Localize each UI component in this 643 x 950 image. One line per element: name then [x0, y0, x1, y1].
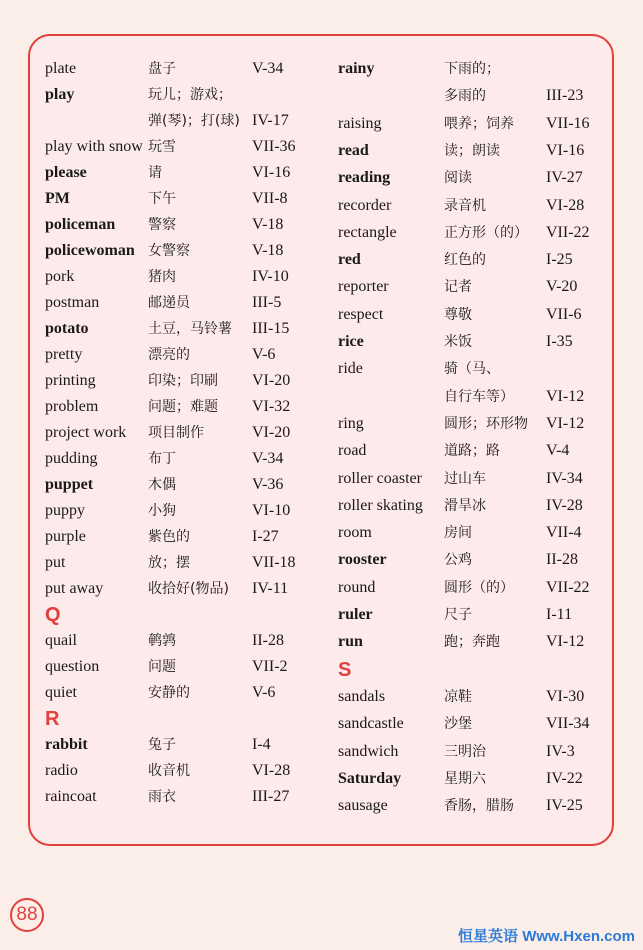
glossary-entry — [326, 547, 616, 573]
entry-word: sandwich — [338, 742, 399, 760]
entry-reference: II-28 — [252, 632, 284, 649]
section-letter: S — [338, 658, 352, 681]
entry-word: purple — [45, 528, 86, 545]
entry-translation: 读；朗读 — [444, 142, 500, 159]
entry-reference: VII-18 — [252, 554, 296, 571]
entry-translation: 盘子 — [148, 61, 176, 77]
entry-translation: 小狗 — [148, 503, 176, 519]
entry-reference: IV-22 — [546, 769, 583, 787]
entry-translation: 记者 — [444, 279, 472, 296]
entry-translation: 喂养；饲养 — [444, 115, 514, 132]
glossary-entry — [30, 160, 320, 186]
entry-translation: 弹(琴)；打(球) — [148, 113, 240, 129]
glossary-entry — [326, 56, 616, 82]
entry-word: pudding — [45, 450, 98, 467]
entry-translation: 问题 — [148, 659, 176, 675]
glossary-entry — [326, 384, 616, 410]
page-number: 88 — [10, 898, 44, 932]
entry-translation: 土豆，马铃薯 — [148, 321, 232, 337]
glossary-entry — [30, 82, 320, 108]
glossary-entry — [30, 316, 320, 342]
entry-reference: VI-30 — [546, 687, 585, 705]
entry-reference: IV-25 — [546, 797, 583, 815]
entry-reference: VII-34 — [546, 715, 590, 733]
entry-reference: VI-32 — [252, 398, 291, 415]
glossary-entry — [30, 654, 320, 680]
glossary-entry — [30, 446, 320, 472]
entry-reference: V-6 — [252, 346, 276, 363]
glossary-entry — [326, 520, 616, 546]
entry-translation: 漂亮的 — [148, 347, 190, 363]
entry-word: recorder — [338, 196, 392, 214]
entry-reference: III-23 — [546, 87, 584, 105]
entry-translation: 印染；印刷 — [148, 373, 218, 389]
entry-reference: VI-28 — [546, 196, 585, 214]
glossary-entry — [326, 793, 616, 819]
glossary-entry — [30, 264, 320, 290]
entry-reference: V-36 — [252, 476, 284, 493]
glossary-entry — [326, 602, 616, 628]
entry-word: raising — [338, 114, 382, 132]
entry-word: reporter — [338, 278, 389, 296]
entry-word: run — [338, 633, 363, 651]
entry-reference: VI-16 — [252, 164, 291, 181]
entry-translation: 木偶 — [148, 477, 176, 493]
glossary-entry — [326, 111, 616, 137]
entry-translation: 跑；奔跑 — [444, 634, 500, 651]
entry-word: respect — [338, 305, 384, 323]
glossary-entry — [326, 766, 616, 792]
entry-reference: VI-16 — [546, 141, 585, 159]
entry-word: problem — [45, 398, 99, 415]
entry-word: quail — [45, 632, 77, 649]
entry-word: read — [338, 141, 369, 159]
entry-translation: 警察 — [148, 217, 176, 233]
glossary-entry — [30, 732, 320, 758]
glossary-entry — [326, 193, 616, 219]
entry-reference: VII-36 — [252, 138, 296, 155]
entry-word: put — [45, 554, 66, 571]
entry-translation: 公鸡 — [444, 552, 472, 569]
entry-reference: VI-12 — [546, 414, 585, 432]
entry-word: put away — [45, 580, 104, 597]
entry-reference: III-5 — [252, 294, 282, 311]
entry-word: room — [338, 524, 372, 542]
entry-word: policeman — [45, 216, 116, 233]
entry-reference: IV-28 — [546, 496, 583, 514]
entry-word: rectangle — [338, 223, 397, 241]
entry-reference: IV-10 — [252, 268, 289, 285]
glossary-entry — [30, 758, 320, 784]
entry-word: Saturday — [338, 769, 402, 787]
entry-word: roller coaster — [338, 469, 422, 487]
entry-word: ruler — [338, 606, 373, 623]
entry-translation: 下雨的； — [444, 61, 500, 77]
entry-word: reading — [338, 169, 391, 187]
entry-reference: V-18 — [252, 216, 284, 233]
glossary-entry — [30, 290, 320, 316]
entry-reference: V-4 — [546, 442, 570, 460]
entry-translation: 鹌鹑 — [148, 633, 176, 649]
entry-translation: 玩雪 — [148, 139, 176, 155]
entry-translation: 尺子 — [444, 607, 472, 623]
entry-translation: 骑（马、 — [444, 361, 500, 378]
glossary-entry — [30, 108, 320, 134]
entry-reference: VI-28 — [252, 762, 291, 779]
glossary-entry — [30, 550, 320, 576]
glossary-entry — [30, 576, 320, 602]
entry-translation: 圆形；环形物 — [444, 415, 528, 432]
glossary-entry — [30, 420, 320, 446]
entry-word: printing — [45, 372, 96, 389]
entry-translation: 布丁 — [148, 451, 176, 467]
glossary-entry — [30, 368, 320, 394]
entry-word: puppy — [45, 502, 85, 519]
glossary-entry — [30, 394, 320, 420]
entry-translation: 项目制作 — [148, 425, 204, 441]
glossary-entry — [326, 629, 616, 655]
entry-translation: 星期六 — [444, 770, 486, 787]
glossary-entry — [326, 739, 616, 765]
glossary-entry — [326, 411, 616, 437]
entry-reference: IV-34 — [546, 469, 583, 487]
entry-word: PM — [45, 190, 70, 207]
entry-translation: 收拾好(物品) — [148, 581, 229, 597]
glossary-entry — [30, 472, 320, 498]
entry-word: sausage — [338, 797, 388, 815]
entry-reference: VI-20 — [252, 372, 291, 389]
entry-word: road — [338, 442, 367, 460]
entry-reference: V-20 — [546, 278, 578, 296]
entry-word: roller skating — [338, 496, 423, 514]
glossary-card — [28, 34, 614, 846]
entry-word: policewoman — [45, 242, 135, 259]
entry-translation: 道路；路 — [444, 443, 500, 460]
entry-reference: I-4 — [252, 736, 271, 753]
entry-reference: VII-4 — [546, 524, 582, 542]
entry-word: play with snow — [45, 138, 143, 155]
entry-translation: 米饭 — [444, 334, 472, 350]
entry-word: pretty — [45, 346, 83, 363]
glossary-entry — [326, 220, 616, 246]
glossary-entry — [30, 342, 320, 368]
entry-translation: 收音机 — [148, 763, 190, 779]
glossary-entry — [30, 784, 320, 810]
entry-word: round — [338, 578, 376, 596]
entry-reference: IV-3 — [546, 742, 575, 760]
glossary-entry — [30, 238, 320, 264]
entry-word: raincoat — [45, 788, 97, 805]
entry-reference: I-25 — [546, 251, 573, 269]
entry-translation: 放；摆 — [148, 555, 190, 571]
entry-word: project work — [45, 424, 127, 441]
glossary-entry — [326, 83, 616, 109]
entry-word: rice — [338, 333, 364, 350]
entry-translation: 圆形（的） — [444, 579, 514, 596]
glossary-entry — [30, 186, 320, 212]
entry-reference: VI-20 — [252, 424, 291, 441]
entry-word: rabbit — [45, 736, 88, 753]
entry-translation: 雨衣 — [148, 789, 176, 805]
glossary-entry — [30, 628, 320, 654]
entry-reference: I-27 — [252, 528, 279, 545]
entry-reference: III-27 — [252, 788, 290, 805]
entry-reference: VII-22 — [546, 578, 590, 596]
entry-translation: 安静的 — [148, 685, 190, 701]
entry-translation: 红色的 — [444, 252, 486, 269]
entry-translation: 猪肉 — [148, 269, 176, 285]
entry-reference: VI-12 — [546, 633, 585, 651]
entry-reference: I-11 — [546, 606, 573, 623]
glossary-entry — [326, 247, 616, 273]
entry-translation: 下午 — [148, 191, 176, 207]
entry-translation: 问题；难题 — [148, 399, 218, 415]
glossary-entry — [326, 302, 616, 328]
entry-word: radio — [45, 762, 78, 779]
entry-reference: IV-17 — [252, 112, 289, 129]
entry-reference: VI-12 — [546, 387, 585, 405]
entry-reference: V-34 — [252, 450, 284, 467]
entry-translation: 香肠，腊肠 — [444, 798, 514, 815]
entry-word: red — [338, 251, 361, 269]
glossary-entry — [326, 711, 616, 737]
entry-translation: 兔子 — [148, 737, 176, 753]
glossary-entry — [326, 165, 616, 191]
glossary-entry — [326, 575, 616, 601]
entry-translation: 沙堡 — [444, 716, 472, 733]
entry-reference: VII-6 — [546, 305, 582, 323]
entry-word: puppet — [45, 476, 94, 493]
glossary-entry — [30, 498, 320, 524]
glossary-entry — [326, 138, 616, 164]
entry-reference: II-28 — [546, 551, 578, 569]
entry-word: play — [45, 86, 75, 103]
entry-translation: 邮递员 — [148, 295, 190, 311]
entry-reference: VII-22 — [546, 223, 590, 241]
entry-translation: 正方形（的） — [444, 224, 528, 241]
entry-word: potato — [45, 320, 89, 337]
entry-word: quiet — [45, 684, 77, 701]
glossary-entry — [30, 134, 320, 160]
entry-word: ring — [338, 414, 364, 432]
entry-translation: 过山车 — [444, 470, 486, 487]
glossary-entry — [30, 212, 320, 238]
entry-word: sandcastle — [338, 715, 404, 733]
glossary-entry — [326, 466, 616, 492]
glossary-entry — [326, 274, 616, 300]
section-letter: R — [45, 708, 60, 730]
glossary-entry — [326, 438, 616, 464]
entry-word: postman — [45, 294, 100, 311]
entry-translation: 房间 — [444, 525, 472, 542]
entry-word: please — [45, 164, 87, 181]
glossary-entry — [30, 56, 320, 82]
entry-translation: 紫色的 — [148, 529, 190, 545]
entry-translation: 多雨的 — [444, 88, 486, 105]
entry-reference: III-15 — [252, 320, 290, 337]
entry-word: rooster — [338, 551, 387, 569]
glossary-entry — [326, 493, 616, 519]
entry-reference: V-6 — [252, 684, 276, 701]
glossary-entry — [30, 680, 320, 706]
glossary-entry — [326, 684, 616, 710]
entry-translation: 录音机 — [444, 197, 486, 214]
entry-word: pork — [45, 268, 75, 285]
entry-translation: 尊敬 — [444, 306, 472, 323]
entry-reference: VII-16 — [546, 114, 590, 132]
entry-translation: 请 — [148, 165, 162, 181]
entry-word: question — [45, 658, 100, 675]
entry-reference: VII-2 — [252, 658, 288, 675]
entry-reference: VI-10 — [252, 502, 291, 519]
entry-word: plate — [45, 60, 77, 77]
entry-translation: 阅读 — [444, 170, 472, 187]
section-letter: Q — [45, 604, 61, 626]
entry-translation: 自行车等） — [444, 388, 514, 405]
entry-translation: 女警察 — [148, 243, 190, 259]
entry-translation: 凉鞋 — [444, 688, 472, 705]
entry-reference: V-18 — [252, 242, 284, 259]
entry-reference: IV-11 — [252, 580, 289, 597]
site-watermark: 恒星英语 Www.Hxen.com — [458, 928, 635, 945]
glossary-entry — [326, 356, 616, 382]
entry-word: ride — [338, 360, 363, 378]
entry-reference: V-34 — [252, 60, 284, 77]
entry-translation: 滑旱冰 — [444, 497, 486, 514]
entry-word: rainy — [338, 60, 375, 77]
glossary-entry — [30, 524, 320, 550]
entry-reference: I-35 — [546, 333, 573, 350]
entry-translation: 三明治 — [444, 743, 486, 760]
entry-reference: IV-27 — [546, 169, 583, 187]
entry-word: sandals — [338, 687, 386, 705]
entry-reference: VII-8 — [252, 190, 288, 207]
glossary-entry — [326, 329, 616, 355]
entry-translation: 玩儿；游戏； — [148, 87, 232, 103]
